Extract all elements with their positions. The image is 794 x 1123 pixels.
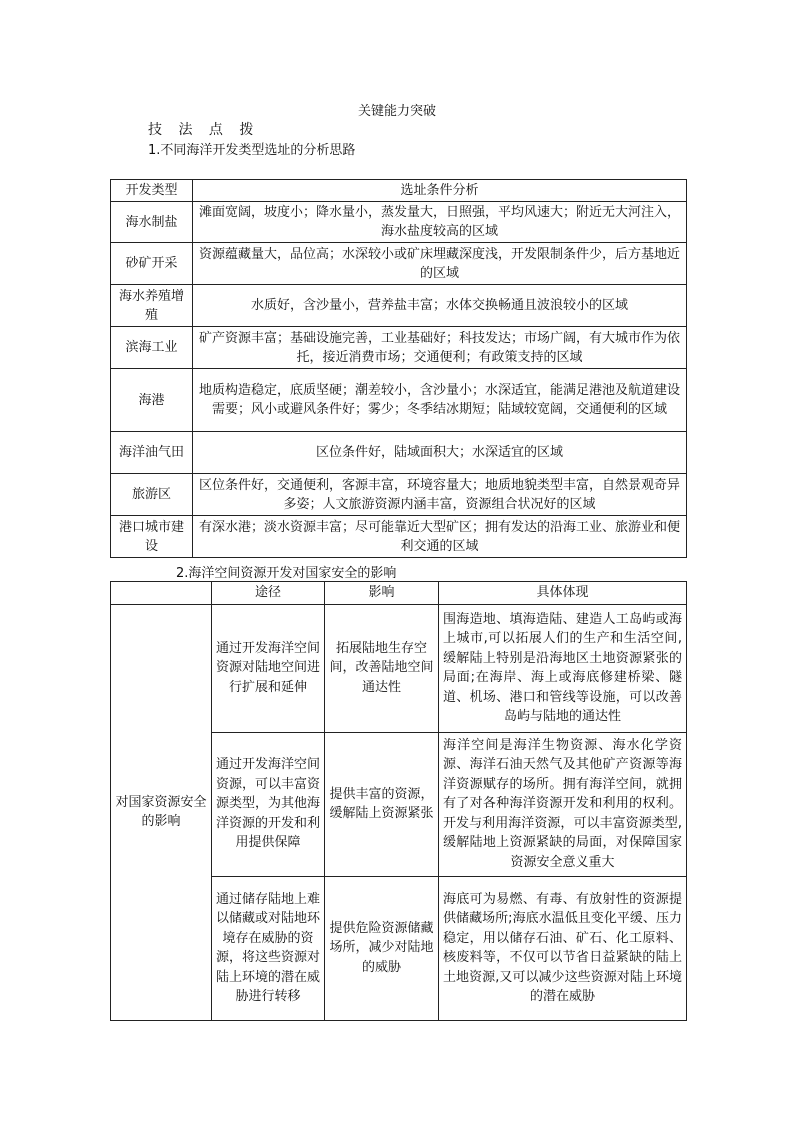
row-impact: 提供丰富的资源，缓解陆上资源紧张 [325,732,439,876]
subheading-security-impact: 2.海洋空间资源开发对国家安全的影响 [176,566,397,581]
row-type: 海水制盐 [111,202,193,243]
header-detail: 具体体现 [439,582,687,605]
table-header-row [111,180,687,202]
section-heading: 技 法 点 拨 [148,122,260,138]
header-analysis: 选址条件分析 [193,180,687,202]
table-row [111,432,687,474]
row-path: 通过储存陆地上难以储藏或对陆地环境存在威胁的资源，将这些资源对陆上环境的潜在威胁进行转移 [212,876,325,1020]
row-path: 通过开发海洋空间资源对陆地空间进行扩展和延伸 [212,604,325,732]
group-label: 对国家资源安全的影响 [111,604,212,1020]
row-type: 海水养殖增殖 [111,285,193,327]
table-row [111,474,687,516]
row-impact: 拓展陆地生存空间，改善陆地空间通达性 [325,604,439,732]
row-analysis: 矿产资源丰富；基础设施完善，工业基础好；科技发达；市场广阔，有大城市作为依托，接近消费市场；交通便利；有政策支持的区域 [193,327,687,369]
row-impact: 提供危险资源储藏场所，减少对陆地的威胁 [325,876,439,1020]
security-impact-table [110,581,687,1021]
row-analysis: 地质构造稳定，底质坚硬；潮差较小，含沙量小；水深适宜，能满足港池及航道建设需要；风小或避风条件好；雾少；冬季结冰期短；陆域较宽阔，交通便利的区域 [193,369,687,432]
row-analysis: 资源蕴藏量大，品位高；水深较小或矿床埋藏深度浅，开发限制条件少，后方基地近的区域 [193,243,687,285]
row-type: 滨海工业 [111,327,193,369]
row-type: 砂矿开采 [111,243,193,285]
subheading-site-analysis: 1.不同海洋开发类型选址的分析思路 [148,143,356,158]
row-type: 海港 [111,369,193,432]
site-selection-table [110,179,687,558]
table-header-row [111,582,687,605]
row-detail: 海洋空间是海洋生物资源、海水化学资源、海洋石油天然气及其他矿产资源等海洋资源赋存的场所。拥有海洋空间，就拥有了对各种海洋资源开发和利用的权利。开发与利用海洋资源，可以丰富资源类型,缓解陆地上资源紧缺的局面，对保障国家资源安全意义重大 [439,732,687,876]
row-type: 港口城市建设 [111,516,193,558]
row-analysis: 水质好，含沙量小，营养盐丰富；水体交换畅通且波浪较小的区域 [193,285,687,327]
row-path: 通过开发海洋空间资源，可以丰富资源类型，为其他海洋资源的开发和利用提供保障 [212,732,325,876]
row-analysis: 区位条件好，陆域面积大；水深适宜的区域 [193,432,687,474]
page-title: 关键能力突破 [357,104,436,119]
table-row [111,285,687,327]
row-detail: 海底可为易燃、有毒、有放射性的资源提供储藏场所;海底水温低且变化平缓、压力稳定，用以储存石油、矿石、化工原料、核废料等，不仅可以节省日益紧缺的陆上土地资源,又可以减少这些资源对陆上环境的潜在威胁 [439,876,687,1020]
table-row [111,516,687,558]
table-row [111,369,687,432]
table-row [111,202,687,243]
row-analysis: 有深水港；淡水资源丰富；尽可能靠近大型矿区；拥有发达的沿海工业、旅游业和便利交通的区域 [193,516,687,558]
table-row [111,243,687,285]
header-path: 途径 [212,582,325,605]
row-type: 海洋油气田 [111,432,193,474]
row-type: 旅游区 [111,474,193,516]
row-detail: 围海造地、填海造陆、建造人工岛屿或海上城市,可以拓展人们的生产和生活空间,缓解陆上特别是沿海地区土地资源紧张的局面;在海岸、海上或海底修建桥梁、隧道、机场、港口和管线等设施，可以改善岛屿与陆地的通达性 [439,604,687,732]
table-row [111,327,687,369]
row-analysis: 区位条件好，交通便利，客源丰富，环境容量大；地质地貌类型丰富，自然景观奇异多姿；人文旅游资源内涵丰富，资源组合状况好的区域 [193,474,687,516]
header-blank [111,582,212,605]
header-impact: 影响 [325,582,439,605]
row-analysis: 滩面宽阔，坡度小；降水量小，蒸发量大，日照强，平均风速大；附近无大河注入，海水盐度较高的区域 [193,202,687,243]
header-type: 开发类型 [111,180,193,202]
table-row [111,604,687,732]
